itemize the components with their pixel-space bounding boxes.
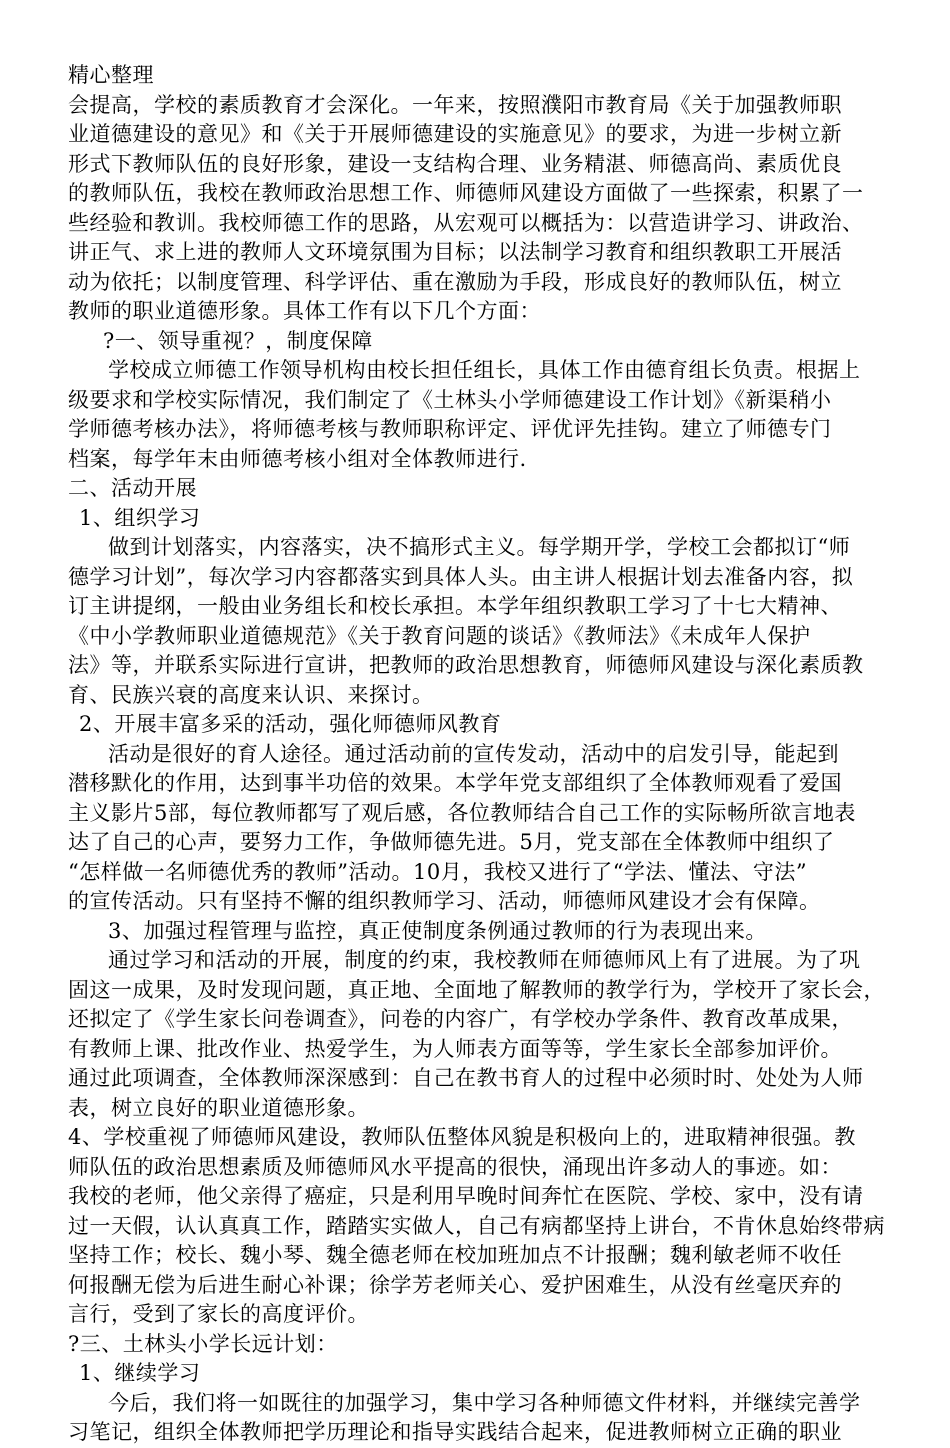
- paragraph-line: 潜移默化的作用，达到事半功倍的效果。本学年党支部组织了全体教师观看了爱国: [68, 771, 842, 795]
- paragraph-line: 活动是很好的育人途径。通过活动前的宣传发动，活动中的启发引导，能起到: [108, 741, 839, 766]
- paragraph-line: 些经验和教训。我校师德工作的思路，从宏观可以概括为：以营造讲学习、讲政治、: [68, 210, 864, 235]
- paragraph-line: 讲正气、求上进的教师人文环境氛围为目标；以法制学习教育和组织教职工开展活: [68, 240, 842, 264]
- section-heading: ?三、土林头小学长远计划：: [68, 1331, 338, 1356]
- paragraph-line: 固这一成果，及时发现问题，真正地、全面地了解教师的教学行为，学校开了家长会，: [68, 977, 885, 1002]
- paragraph-line: 通过学习和活动的开展，制度的约束，我校教师在师德师风上有了进展。为了巩: [108, 948, 861, 972]
- paragraph-line: 我校的老师，他父亲得了癌症，只是利用早晚时间奔忙在医院、学校、家中，没有请: [68, 1184, 864, 1208]
- section-heading: 二、活动开展: [68, 476, 197, 500]
- paragraph-line: 法》等，并联系实际进行宣讲，把教师的政治思想教育，师德师风建设与深化素质教: [68, 653, 864, 677]
- paragraph-line: 学校成立师德工作领导机构由校长担任组长，具体工作由德育组长负责。根据上: [108, 358, 861, 382]
- subsection-heading: 1、继续学习: [79, 1361, 201, 1385]
- header-text: 精心整理: [68, 63, 154, 87]
- document-body: [68, 61, 892, 1448]
- paragraph-line: 有教师上课、批改作业、热爱学生，为人师表方面等等，学生家长全部参加评价。: [68, 1036, 842, 1061]
- paragraph-line: 的教师队伍，我校在教师政治思想工作、师德师风建设方面做了一些探索，积累了一: [68, 181, 864, 205]
- paragraph-line: 教师的职业道德形象。具体工作有以下几个方面：: [68, 299, 541, 323]
- paragraph-line: 言行，受到了家长的高度评价。: [68, 1302, 369, 1326]
- paragraph-line: 的宣传活动。只有坚持不懈的组织教师学习、活动，师德师风建设才会有保障。: [68, 889, 821, 913]
- paragraph-line: 还拟定了《学生家长问卷调查》，问卷的内容广，有学校办学条件、教育改革成果，: [68, 1007, 853, 1031]
- subsection-heading: 3、加强过程管理与监控，真正使制度条例通过教师的行为表现出来。: [108, 918, 767, 943]
- paragraph-line: 过一天假，认认真真工作，踏踏实实做人，自己有病都坚持上讲台，不肯休息始终带病: [68, 1213, 885, 1238]
- paragraph-line: 4、学校重视了师德师风建设，教师队伍整体风貌是积极向上的，进取精神很强。教: [68, 1125, 856, 1149]
- paragraph-line: 会提高，学校的素质教育才会深化。一年来，按照濮阳市教育局《关于加强教师职: [68, 92, 842, 117]
- paragraph-line: 何报酬无偿为后进生耐心补课；徐学芳老师关心、爱护困难生，从没有丝毫厌弃的: [68, 1272, 842, 1297]
- paragraph-line: 级要求和学校实际情况，我们制定了《土林头小学师德建设工作计划》《新渠稍小: [68, 387, 832, 412]
- section-heading: ?一、领导重视？，制度保障: [103, 328, 373, 353]
- paragraph-line: “怎样做一名师德优秀的教师”活动。10月，我校又进行了“学法、懂法、守法”: [68, 859, 808, 884]
- paragraph-line: 形式下教师队伍的良好形象，建设一支结构合理、业务精湛、师德高尚、素质优良: [68, 151, 842, 176]
- paragraph-line: 今后，我们将一如既往的加强学习，集中学习各种师德文件材料，并继续完善学: [108, 1390, 861, 1415]
- paragraph-line: 师队伍的政治思想素质及师德师风水平提高的很快，涌现出许多动人的事迹。如：: [68, 1154, 842, 1179]
- paragraph-line: 订主讲提纲，一般由业务组长和校长承担。本学年组织教职工学习了十七大精神、: [68, 594, 842, 618]
- paragraph-line: 《中小学教师职业道德规范》《关于教育问题的谈话》《教师法》《未成年人保护: [68, 623, 811, 648]
- paragraph-line: 档案，每学年末由师德考核小组对全体教师进行.: [68, 446, 527, 471]
- paragraph-line: 动为依托；以制度管理、科学评估、重在激励为手段，形成良好的教师队伍，树立: [68, 269, 842, 294]
- paragraph-line: 学师德考核办法》，将师德考核与教师职称评定、评优评先挂钩。建立了师德专门: [68, 417, 832, 441]
- paragraph-line: 通过此项调查，全体教师深深感到：自己在教书育人的过程中必须时时、处处为人师: [68, 1066, 864, 1090]
- paragraph-line: 业道德建设的意见》和《关于开展师德建设的实施意见》的要求，为进一步树立新: [68, 122, 842, 146]
- paragraph-line: 习笔记，组织全体教师把学历理论和指导实践结合起来，促进教师树立正确的职业: [68, 1420, 842, 1444]
- paragraph-line: 达了自己的心声，要努力工作，争做师德先进。5月，党支部在全体教师中组织了: [68, 830, 835, 854]
- paragraph-line: 育、民族兴衰的高度来认识、来探讨。: [68, 682, 434, 707]
- subsection-heading: 2、开展丰富多采的活动，强化师德师风教育: [79, 712, 502, 736]
- subsection-heading: 1、组织学习: [79, 505, 201, 530]
- paragraph-line: 表，树立良好的职业道德形象。: [68, 1095, 369, 1120]
- paragraph-line: 德学习计划”，每次学习内容都落实到具体人头。由主讲人根据计划去准备内容，拟: [68, 564, 854, 589]
- paragraph-line: 坚持工作；校长、魏小琴、魏全德老师在校加班加点不计报酬；魏利敏老师不收任: [68, 1243, 842, 1267]
- paragraph-line: 主义影片5部，每位教师都写了观后感，各位教师结合自己工作的实际畅所欲言地表: [68, 800, 856, 825]
- paragraph-line: 做到计划落实，内容落实，决不搞形式主义。每学期开学，学校工会都拟订“师: [108, 535, 851, 559]
